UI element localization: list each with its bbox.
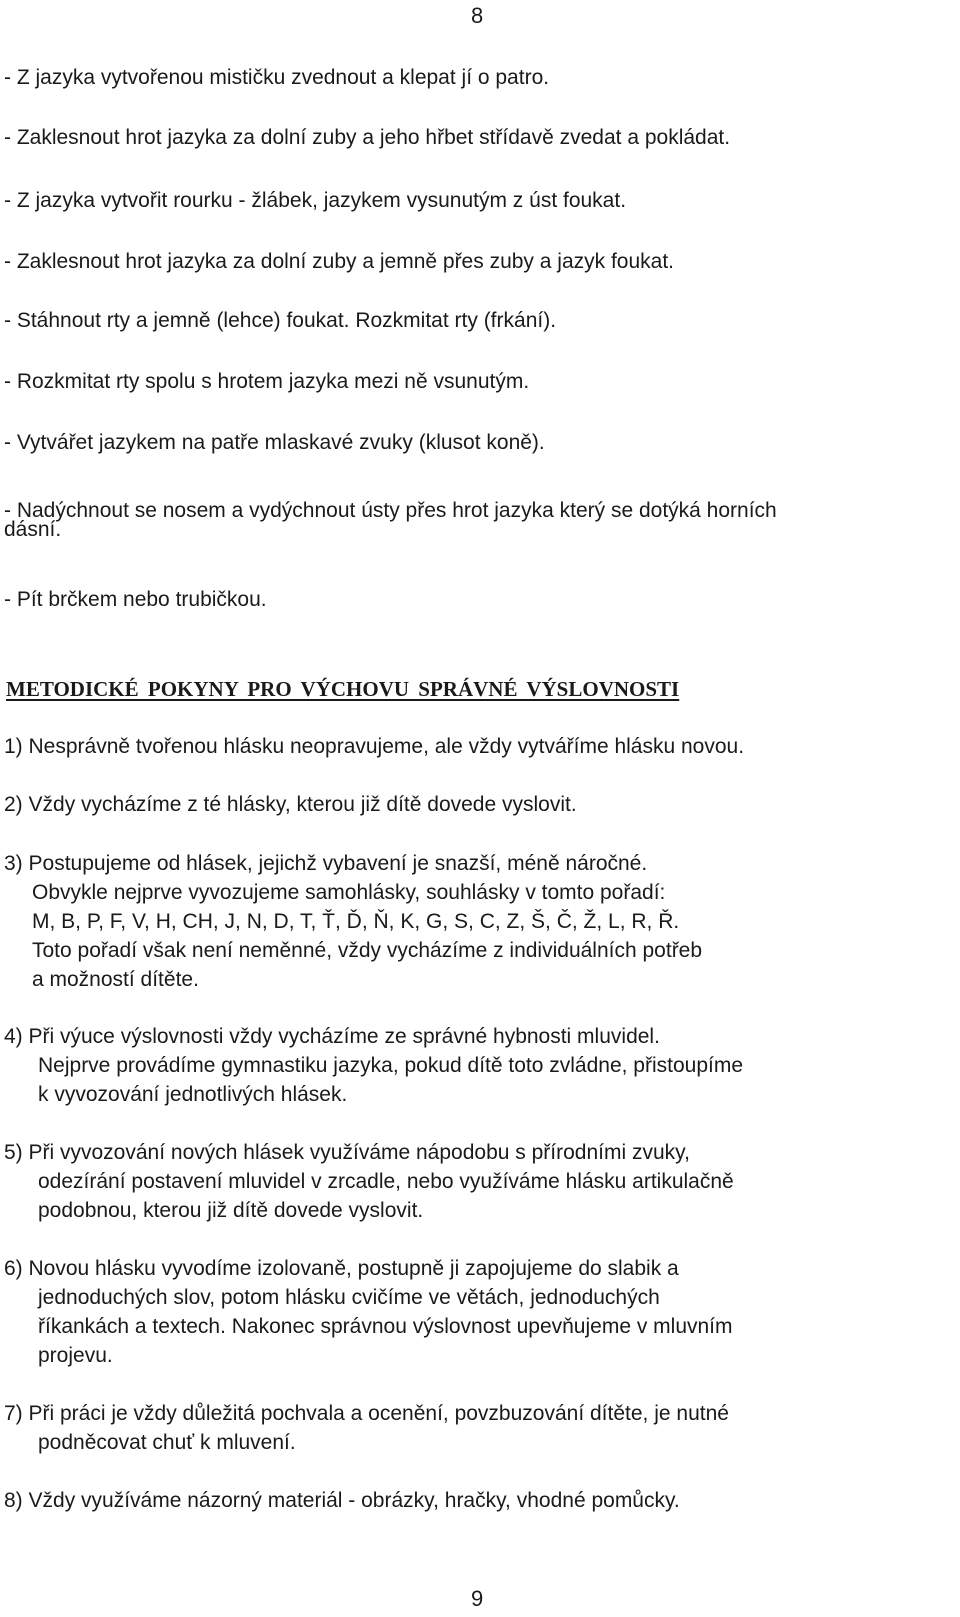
rule-line: odezírání postavení mluvidel v zrcadle, nebo využíváme hlásku artikulačně [38,1170,734,1193]
rule-line: podněcovat chuť k mluvení. [38,1431,296,1454]
exercise-line: - Stáhnout rty a jemně (lehce) foukat. Rozkmitat rty (frkání). [4,309,557,332]
rule-line: 2) Vždy vycházíme z té hlásky, kterou již dítě dovede vyslovit. [4,793,577,816]
exercise-line: - Vytvářet jazykem na patře mlaskavé zvuky (klusot koně). [4,431,545,454]
exercise-line: - Pít brčkem nebo trubičkou. [4,588,267,611]
page-number-bottom: 9 [471,1586,484,1611]
rule-line: M, B, P, F, V, H, CH, J, N, D, T, Ť, Ď, Ň, K, G, S, C, Z, Š, Č, Ž, L, R, Ř. [32,910,680,933]
rule-line: říkankách a textech. Nakonec správnou výslovnost upevňujeme v mluvním [38,1315,733,1338]
rule-line: podobnou, kterou již dítě dovede vyslovit. [38,1199,424,1222]
exercise-line: - Zaklesnout hrot jazyka za dolní zuby a jeho hřbet střídavě zvedat a pokládat. [4,126,731,149]
rule-line: 5) Při vyvozování nových hlásek využíváme nápodobu s přírodními zvuky, [4,1141,690,1164]
rule-line: Nejprve provádíme gymnastiku jazyka, pokud dítě toto zvládne, přistoupíme [38,1054,744,1077]
exercise-line: - Nadýchnout se nosem a vydýchnout ústy přes hrot jazyka který se dotýká horních [4,499,777,522]
rule-line: a možností dítěte. [32,968,199,991]
rule-line: projevu. [38,1344,113,1367]
rule-line: 7) Při práci je vždy důležitá pochvala a ocenění, povzbuzování dítěte, je nutné [4,1402,729,1425]
rule-line: 8) Vždy využíváme názorný materiál - obrázky, hračky, vhodné pomůcky. [4,1489,680,1512]
rule-line: jednoduchých slov, potom hlásku cvičíme ve větách, jednoduchých [38,1286,660,1309]
exercise-line: - Z jazyka vytvořenou mističku zvednout a klepat jí o patro. [4,66,550,89]
section-heading: METODICKÉ POKYNY PRO VÝCHOVU SPRÁVNÉ VÝSLOVNOSTI [6,677,680,701]
rule-line: k vyvozování jednotlivých hlásek. [38,1083,348,1106]
rule-line: 4) Při výuce výslovnosti vždy vycházíme ze správné hybnosti mluvidel. [4,1025,660,1048]
rule-line: Toto pořadí však není neměnné, vždy vycházíme z individuálních potřeb [32,939,703,962]
exercise-line: - Z jazyka vytvořit rourku - žlábek, jazykem vysunutým z úst foukat. [4,189,627,212]
exercise-line: - Rozkmitat rty spolu s hrotem jazyka mezi ně vsunutým. [4,370,530,393]
exercise-line: dásní. [4,518,62,541]
exercise-line: - Zaklesnout hrot jazyka za dolní zuby a jemně přes zuby a jazyk foukat. [4,250,675,273]
rule-line: 3) Postupujeme od hlásek, jejichž vybavení je snazší, méně náročné. [4,852,648,875]
rule-line: Obvykle nejprve vyvozujeme samohlásky, souhlásky v tomto pořadí: [32,881,666,904]
rule-line: 1) Nesprávně tvořenou hlásku neopravujeme, ale vždy vytváříme hlásku novou. [4,735,745,758]
page-number-top: 8 [471,3,484,28]
rule-line: 6) Novou hlásku vyvodíme izolovaně, postupně ji zapojujeme do slabik a [4,1257,679,1280]
